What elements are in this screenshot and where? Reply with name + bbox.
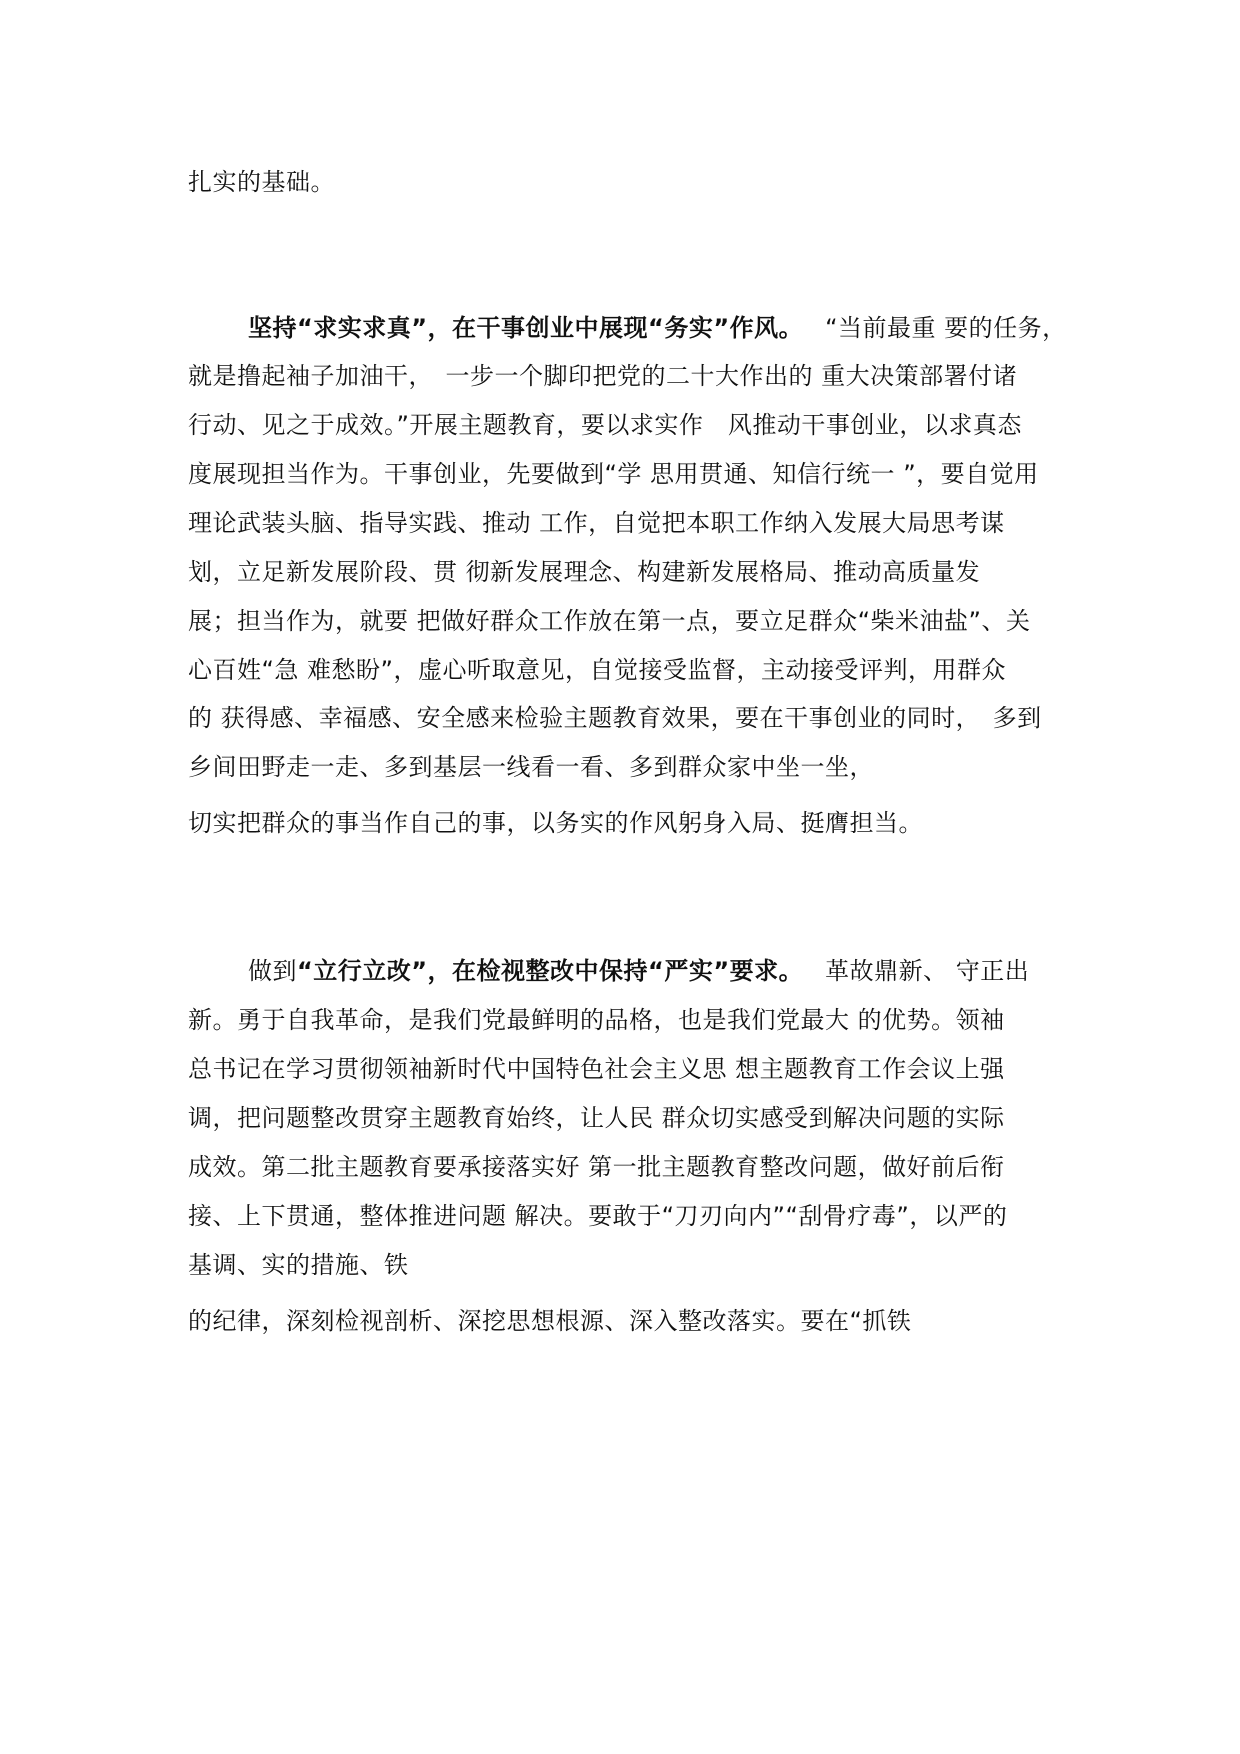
text-line: 乡间田野走一走、多到基层一线看一看、多到群众家中坐一坐， — [188, 753, 874, 781]
text-line: 的纪律，深刻检视剖析、深挖思想根源、深入整改落实。要在“抓铁 — [188, 1307, 912, 1335]
text-run: 革故鼎新、 守正出 — [825, 957, 1030, 985]
text-line: 成效。第二批主题教育要承接落实好 第一批主题教育整改问题，做好前后衔 — [188, 1153, 1005, 1181]
paragraph-heading-lead: 做到 — [248, 957, 297, 985]
text-line: 展；担当作为，就要 把做好群众工作放在第一点，要立足群众“柴米油盐”、关 — [188, 607, 1031, 635]
paragraph-heading: 坚持“求实求真”，在干事创业中展现“务实”作风。 — [248, 314, 804, 342]
text-line: 扎实的基础。 — [188, 168, 335, 196]
text-line: 切实把群众的事当作自己的事，以务实的作风躬身入局、挺膺担当。 — [188, 809, 923, 837]
text-line: 新。勇于自我革命，是我们党最鲜明的品格，也是我们党最大 的优势。领袖 — [188, 1006, 1005, 1034]
text-line: 就是撸起袖子加油干， 一步一个脚印把党的二十大作出的 重大决策部署付诸 — [188, 362, 1018, 390]
text-run: 当前最重 要的任务， — [838, 314, 1067, 342]
text-line: 基调、实的措施、铁 — [188, 1251, 409, 1279]
text-line: 的 获得感、幸福感、安全感来检验主题教育效果，要在干事创业的同时， 多到 — [188, 704, 1042, 732]
quote-mark: “ — [825, 314, 839, 342]
text-line: 总书记在学习贯彻领袖新时代中国特色社会主义思 想主题教育工作会议上强 — [188, 1055, 1005, 1083]
paragraph-heading-line — [248, 313, 1067, 343]
text-line: 行动、见之于成效。”开展主题教育，要以求实作 风推动干事创业，以求真态 — [188, 411, 1022, 439]
text-line: 心百姓“急 难愁盼”，虚心听取意见，自觉接受监督，主动接受评判，用群众 — [188, 656, 1006, 684]
paragraph-heading: “立行立改”，在检视整改中保持“严实”要求。 — [297, 957, 804, 985]
text-line: 调，把问题整改贯穿主题教育始终，让人民 群众切实感受到解决问题的实际 — [188, 1104, 1005, 1132]
paragraph-heading-line — [248, 956, 1029, 986]
text-line: 度展现担当作为。干事创业，先要做到“学 思用贯通、知信行统一 ”，要自觉用 — [188, 460, 1039, 488]
text-line: 接、上下贯通，整体推进问题 解决。要敢于“刀刃向内”“刮骨疗毒”，以严的 — [188, 1202, 1008, 1230]
text-line: 划，立足新发展阶段、贯 彻新发展理念、构建新发展格局、推动高质量发 — [188, 558, 981, 586]
text-line: 理论武装头脑、指导实践、推动 工作，自觉把本职工作纳入发展大局思考谋 — [188, 509, 1005, 537]
